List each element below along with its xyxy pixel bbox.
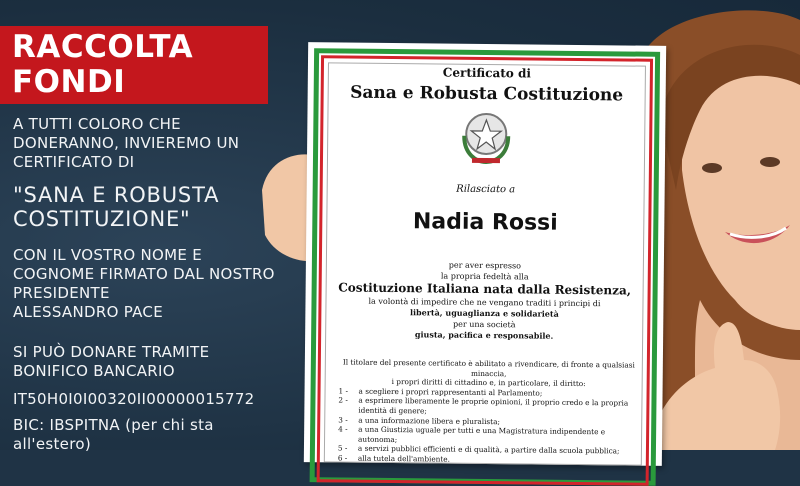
bic: BIC: IBSPITNA (per chi sta all'estero) — [13, 416, 214, 453]
list-item: 1 - a scegliere i propri rappresentanti al Parlamento; — [338, 386, 543, 398]
name-description: CON IL VOSTRO NOME E COGNOME FIRMATO DAL NOSTRO PRESIDENTE ALESSANDRO PACE — [13, 246, 275, 321]
constitution-line: Costituzione Italiana nata dalla Resistenza, — [338, 280, 632, 298]
emblem-icon — [456, 106, 517, 169]
certificate-body — [305, 258, 664, 343]
banner-title: RACCOLTA FONDI — [12, 29, 194, 100]
body-line-4: libertà, uguaglianza e solidarietà — [409, 307, 559, 319]
body-line-1: per aver espresso — [448, 260, 522, 271]
body-line-6: giusta, pacifica e responsabile. — [414, 329, 554, 341]
intro-text: A TUTTI COLORO CHE DONERANNO, INVIEREMO UN CERTIFICATO DI — [13, 115, 240, 171]
certificate — [304, 42, 666, 466]
iban: IT50H0I0I00320II00000015772 — [13, 390, 255, 408]
certificate-title-small: Certificato di — [442, 65, 532, 81]
certificate-quote: "SANA E ROBUSTA COSTITUZIONE" — [13, 183, 220, 231]
list-item: 4 - a una Giustizia uguale per tutti e una Magistratura indipendente e autonoma; — [338, 424, 606, 444]
list-item: 6 - alla tutela dell'ambiente. — [337, 453, 451, 464]
body-line-2: la propria fedeltà alla — [440, 271, 529, 282]
body-line-3: la volontà di impedire che ne vengano traditi i principi di — [368, 296, 601, 309]
rights-intro-2: i propri diritti di cittadino e, in particolare, il diritto: — [391, 377, 586, 389]
recipient-name: Nadia Rossi — [412, 209, 558, 236]
issued-to-label: Rilasciato a — [456, 183, 516, 196]
list-item: 2 - a esprimere liberamente le proprie opinioni, il proprio credo e la propria identità di genere; — [338, 395, 629, 416]
list-item: 5 - a servizi pubblici efficienti e di qualità, a partire dalla scuola pubblica; — [337, 443, 620, 456]
certificate-title: Sana e Robusta Costituzione — [350, 82, 624, 106]
body-line-5: per una società — [452, 319, 516, 330]
rights-intro: Il titolare del presente certificato è abilitato a rivendicare, di fronte a qualsiasi minaccia, — [342, 357, 635, 378]
donate-text: SI PUÒ DONARE TRAMITE BONIFICO BANCARIO — [13, 343, 210, 380]
list-item: 3 - a una informazione libera e pluralista; — [338, 415, 500, 426]
